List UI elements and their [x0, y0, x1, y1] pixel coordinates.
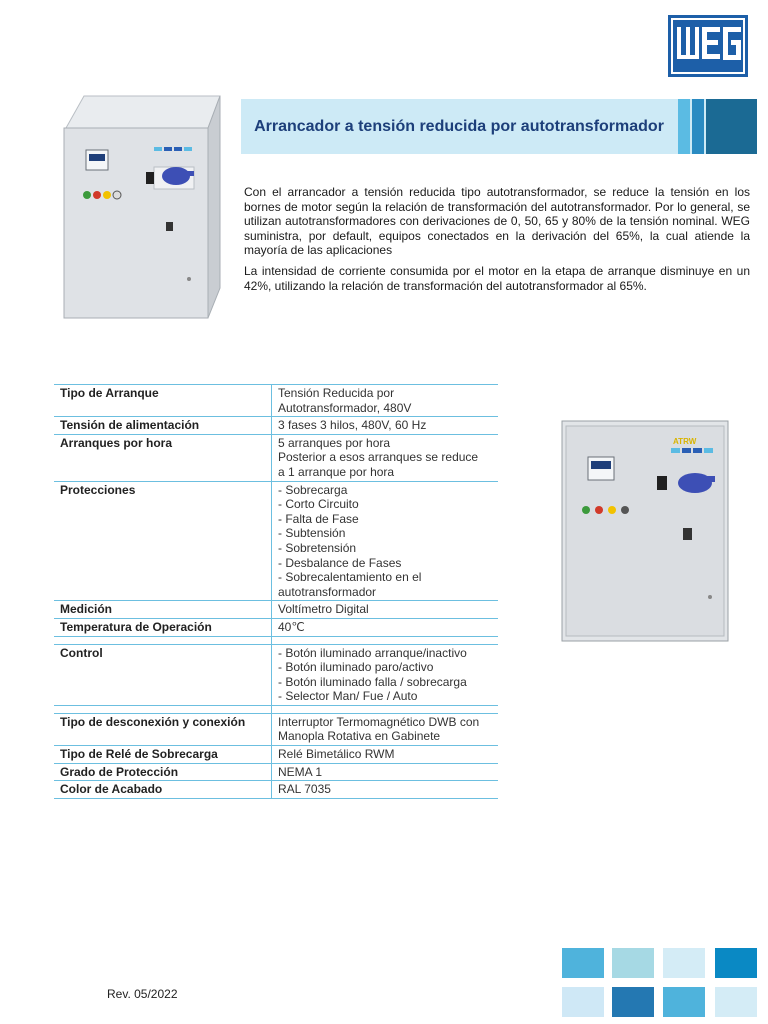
spec-spacer-row [54, 705, 498, 713]
spec-line: - Botón iluminado arranque/inactivo [278, 645, 467, 660]
spec-value [272, 713, 499, 745]
spec-line: Interruptor Termomagnético DWB con [278, 714, 480, 729]
spec-row [54, 746, 498, 764]
spec-line: - Botón iluminado falla / sobrecarga [278, 674, 467, 689]
spec-key: Medición [54, 601, 272, 619]
spec-row [54, 417, 498, 435]
spec-key: Grado de Protección [54, 763, 272, 781]
spec-line: - Sobrecalentamiento en el [278, 570, 422, 585]
spec-line: RAL 7035 [278, 782, 331, 797]
cabinet-illustration [58, 92, 228, 322]
decor-square [612, 987, 654, 1017]
intro-text [244, 185, 750, 299]
spec-line: - Corto Circuito [278, 497, 359, 512]
spec-key: Tipo de Relé de Sobrecarga [54, 746, 272, 764]
intro-paragraph: Con el arrancador a tensión reducida tipo autotransformador, se reduce la tensión en los bornes de motor según la relación de transformación del autotransformador. Por lo general, se utilizan autotransformadores con derivaciones de 0, 50, 65 y 80% de la tensión nominal. WEG suministra, por default, equipos conectados en la derivación del 65%, la cual atiende la mayoría de las aplicaciones [244, 185, 750, 258]
spec-line: 5 arranques por hora [278, 435, 391, 450]
spec-line: autotransformador [278, 584, 377, 599]
spec-value [272, 481, 499, 601]
spec-spacer-row [54, 636, 498, 644]
decor-square [663, 948, 705, 978]
spec-line: - Falta de Fase [278, 511, 359, 526]
spec-line: Relé Bimetálico RWM [278, 747, 395, 762]
spec-line: - Subtensión [278, 526, 346, 541]
title-banner [241, 99, 757, 154]
spec-row [54, 618, 498, 636]
spec-row [54, 601, 498, 619]
spec-value [272, 746, 499, 764]
spec-row [54, 763, 498, 781]
spec-table [54, 384, 498, 799]
spec-row [54, 713, 498, 745]
spec-value [272, 434, 499, 481]
spec-key: Tipo de Arranque [54, 385, 272, 417]
spec-value [272, 618, 499, 636]
spec-row [54, 434, 498, 481]
spec-value [272, 781, 499, 799]
spec-value [272, 763, 499, 781]
spec-row [54, 481, 498, 601]
decor-square [715, 987, 757, 1017]
spec-key: Protecciones [54, 481, 272, 601]
spec-row [54, 385, 498, 417]
spec-line: 40℃ [278, 619, 305, 634]
spec-line: - Botón iluminado paro/activo [278, 660, 434, 675]
spec-line: Autotransformador, 480V [278, 400, 412, 415]
spec-value [272, 417, 499, 435]
cabinet-front-illustration [561, 420, 729, 642]
decor-square [562, 948, 604, 978]
banner-stripe [706, 99, 757, 154]
spec-value [272, 644, 499, 705]
decor-square [663, 987, 705, 1017]
decor-square [562, 987, 604, 1017]
spec-line: NEMA 1 [278, 764, 323, 779]
page-title: Arrancador a tensión reducida por autotransformador [254, 117, 664, 135]
decor-square [612, 948, 654, 978]
spec-key: Tensión de alimentación [54, 417, 272, 435]
spec-line: Tensión Reducida por [278, 386, 395, 400]
weg-logo [668, 15, 748, 77]
banner-stripe [678, 99, 690, 154]
spec-key: Control [54, 644, 272, 705]
spec-value [272, 385, 499, 417]
spec-line: - Sobrecarga [278, 482, 348, 497]
spec-line: Voltímetro Digital [278, 602, 369, 617]
spec-key: Temperatura de Operación [54, 618, 272, 636]
banner-stripe [692, 99, 704, 154]
spec-line: - Selector Man/ Fue / Auto [278, 689, 418, 704]
spec-row [54, 781, 498, 799]
intro-paragraph: La intensidad de corriente consumida por el motor en la etapa de arranque disminuye en un 42%, utilizando la relación de transformación del autotransformador al 65%. [244, 263, 750, 293]
spec-line: a 1 arranque por hora [278, 464, 395, 479]
spec-line: 3 fases 3 hilos, 480V, 60 Hz [278, 418, 427, 433]
revision-label: Rev. 05/2022 [107, 987, 178, 1001]
decor-square [715, 948, 757, 978]
spec-key: Tipo de desconexión y conexión [54, 713, 272, 745]
spec-line: - Sobretensión [278, 540, 357, 555]
spec-key: Color de Acabado [54, 781, 272, 799]
spec-line: Manopla Rotativa en Gabinete [278, 729, 441, 744]
cabinet-label: ATRW [673, 437, 697, 446]
spec-key: Arranques por hora [54, 434, 272, 481]
spec-row [54, 644, 498, 705]
spec-line: - Desbalance de Fases [278, 555, 402, 570]
spec-value [272, 601, 499, 619]
spec-line: Posterior a esos arranques se reduce [278, 450, 479, 465]
